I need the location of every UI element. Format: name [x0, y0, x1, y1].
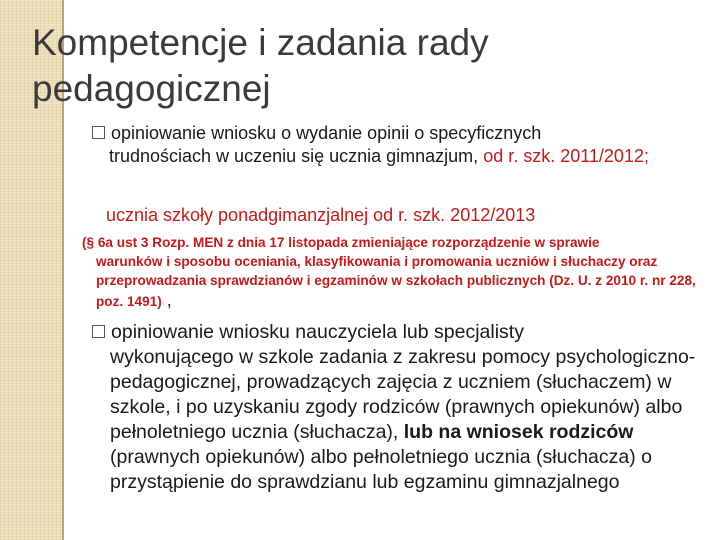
- bullet-2-bold-text: lub na wniosek rodziców: [403, 421, 634, 443]
- bullet-2-continuation: [92, 345, 700, 495]
- bullet-1-continuation: [92, 145, 682, 168]
- bullet-1-extension: ucznia szkoły ponadgimanzjalnej od r. szk. 2012/2013: [106, 205, 536, 225]
- bullet-square-icon: [92, 126, 105, 139]
- legal-reference-comma: ,: [161, 289, 172, 310]
- bullet-2-text-end: (prawnych opiekunów) albo pełnoletniego ucznia (słuchacza) o przystąpienie do sprawdzianu lub egzaminu gimnazjalnego: [110, 446, 652, 493]
- bullet-item-2: [92, 320, 700, 495]
- legal-reference: [82, 233, 712, 311]
- legal-reference-rest: warunków i sposobu oceniania, klasyfikowania i promowania uczniów i słuchaczy oraz przeprowadzania sprawdzianów i egzaminów w szkołach publicznych (Dz. U. z 2010 r. nr 228, poz. 1491): [96, 254, 696, 309]
- legal-reference-continuation: [82, 252, 712, 311]
- bullet-1-rest: trudnościach w uczeniu się ucznia gimnazjum,: [109, 146, 484, 166]
- bullet-1-first-line: opiniowanie wniosku o wydanie opinii o specyficznych: [111, 123, 542, 143]
- bullet-2-text: wykonującego w szkole zadania z zakresu pomocy psychologiczno-pedagogicznej, prowadzących zajęcia z uczniem (słuchaczem) w szkole, i po uzyskaniu zgody rodziców (prawnych opiekunów) albo pełnoletniego ucznia (słuchacza),: [110, 346, 696, 443]
- bullet-2-first-line: opiniowanie wniosku nauczyciela lub specjalisty: [111, 321, 524, 343]
- bullet-1-date-range: od r. szk. 2011/2012;: [483, 146, 649, 166]
- slide-title: Kompetencje i zadania rady pedagogicznej: [32, 22, 489, 109]
- legal-reference-first-line: (§ 6a ust 3 Rozp. MEN z dnia 17 listopada zmieniające rozporządzenie w sprawie: [82, 235, 600, 250]
- bullet-square-icon: [92, 325, 105, 338]
- bullet-item-1: [92, 122, 682, 168]
